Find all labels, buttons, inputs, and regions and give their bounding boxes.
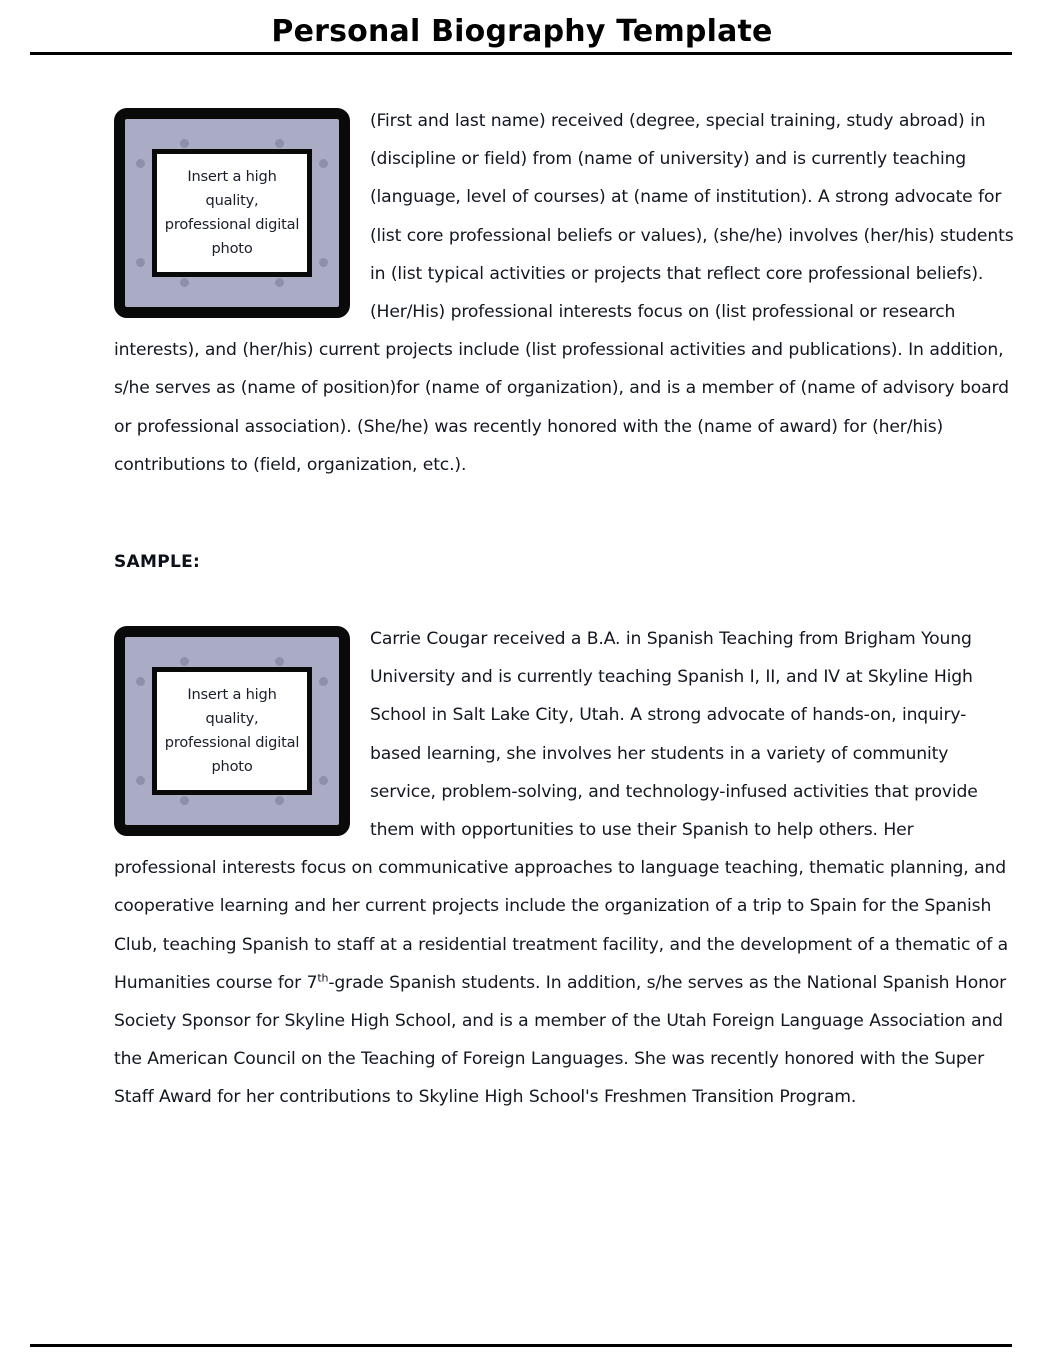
spacer — [0, 1117, 1044, 1137]
resize-handle-icon[interactable] — [319, 258, 328, 267]
resize-handle-icon[interactable] — [136, 776, 145, 785]
resize-handle-icon[interactable] — [319, 159, 328, 168]
spacer — [0, 484, 1044, 552]
resize-handle-icon[interactable] — [136, 258, 145, 267]
resize-handle-icon[interactable] — [319, 776, 328, 785]
template-bio-paragraph: (First and last name) received (degree, special training, study abroad) in (discipline or field) from (name of university) and is currently teaching (language, level of courses) at (name of institution). A strong advocate for (list core professional beliefs or values), (she/he) involves (her/his) students in (list typical activities or projects that reflect core professional beliefs). (Her/His) professional interests focus on (list professional or research interests), and (her/his) current projects include (list professional activities and publications). In addition, s/he serves as (name of position)for (name of organization), and is a member of (name of advisory board or professional association). (She/he) was recently honored with the (name of award) for (her/his) contributions to (field, organization, etc.). — [114, 111, 1014, 475]
spacer — [0, 572, 1044, 620]
resize-handle-icon[interactable] — [275, 657, 284, 666]
resize-handle-icon[interactable] — [180, 278, 189, 287]
page-title: Personal Biography Template — [271, 14, 773, 49]
photo-placeholder-inner — [152, 667, 312, 795]
resize-handle-icon[interactable] — [180, 139, 189, 148]
page-header — [0, 0, 1044, 58]
sample-bio-text-part1: Carrie Cougar received a B.A. in Spanish Teaching from Brigham Young University and is currently teaching Spanish I, II, and IV at Skyline High School in Salt Lake City, Utah. A strong advocate of hands-on, inquiry-based learning, she involves her students in a variety of community service, problem-solving, and technology-infused activities that provide them with opportunities to use their Spanish to help others. Her professional interests focus on communicative approaches to language teaching, thematic planning, and cooperative learning and her current projects include the organization of a trip to Spain for the Spanish Club, teaching Spanish to staff at a residential treatment facility, and the development of a thematic of a Humanities course for 7 — [114, 629, 1009, 993]
sample-bio-block — [0, 620, 1044, 1117]
spacer — [0, 58, 1044, 102]
document-body — [0, 58, 1044, 1137]
header-divider — [30, 52, 1012, 55]
sample-bio-text-part2: -grade Spanish students. In addition, s/he serves as the National Spanish Honor Society Sponsor for Skyline High School, and is a member of the Utah Foreign Language Association and the American Council on the Teaching of Foreign Languages. She was recently honored with the Super Staff Award for her contributions to Skyline High School's Freshmen Transition Program. — [114, 972, 1007, 1108]
resize-handle-icon[interactable] — [180, 796, 189, 805]
resize-handle-icon[interactable] — [136, 677, 145, 686]
resize-handle-icon[interactable] — [136, 159, 145, 168]
sample-bio-superscript: th — [317, 971, 329, 985]
photo-placeholder-label: Insert a high quality, professional digital photo — [164, 168, 300, 257]
photo-placeholder-template[interactable] — [114, 108, 350, 318]
sample-heading: SAMPLE: — [114, 552, 201, 573]
template-bio-block — [0, 102, 1044, 484]
photo-placeholder-inner — [152, 149, 312, 277]
resize-handle-icon[interactable] — [275, 139, 284, 148]
resize-handle-icon[interactable] — [275, 796, 284, 805]
resize-handle-icon[interactable] — [180, 657, 189, 666]
photo-placeholder-label: Insert a high quality, professional digital photo — [164, 686, 300, 776]
resize-handle-icon[interactable] — [319, 677, 328, 686]
resize-handle-icon[interactable] — [275, 278, 284, 287]
footer-divider — [30, 1344, 1012, 1347]
photo-placeholder-sample[interactable] — [114, 626, 350, 836]
